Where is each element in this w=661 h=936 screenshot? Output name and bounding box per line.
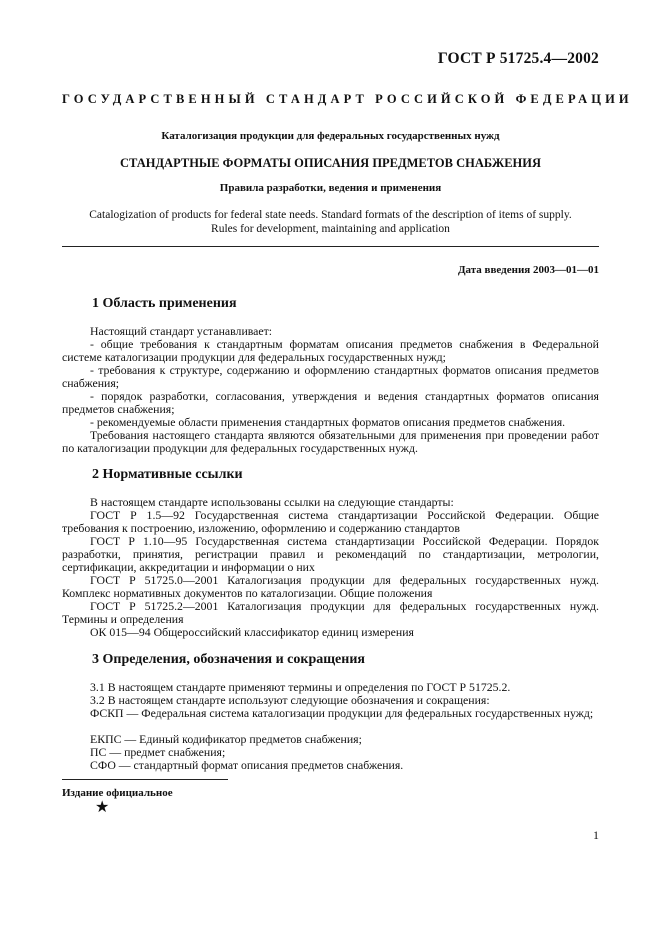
section-1-paragraph: Настоящий стандарт устанавливает:	[90, 324, 273, 338]
abbreviation-item: СФО — стандартный формат описания предметов снабжения.	[90, 758, 404, 772]
title-english-line-2: Rules for development, maintaining and application	[211, 222, 450, 235]
title-english-line-1: Catalogization of products for federal state needs. Standard formats of the description of items of supply.	[89, 209, 572, 221]
section-1-paragraph: - общие требования к стандартным форматам описания предметов снабжения в Федеральной системе каталогизации продукции для федеральных государственных нужд;	[62, 337, 599, 365]
reference-item: ГОСТ Р 51725.2—2001 Каталогизация продукции для федеральных государственных нужд. Термины и определения	[62, 599, 599, 627]
state-standard-title: ГОСУДАРСТВЕННЫЙ СТАНДАРТ РОССИЙСКОЙ ФЕДЕРАЦИИ	[62, 92, 633, 106]
title-divider	[62, 246, 599, 247]
effective-date: Дата введения 2003—01—01	[457, 264, 599, 276]
section-1-paragraph: - рекомендуемые области применения стандартных форматов описания предметов снабжения.	[90, 415, 566, 429]
section-1-heading: 1 Область применения	[92, 296, 237, 311]
section-3-paragraph: 3.1 В настоящем стандарте применяют термины и определения по ГОСТ Р 51725.2.	[90, 680, 511, 694]
abbreviation-item: ЕКПС — Единый кодификатор предметов снабжения;	[90, 732, 362, 746]
page-number: 1	[593, 828, 599, 842]
section-2-paragraph: В настоящем стандарте использованы ссылки на следующие стандарты:	[90, 495, 454, 509]
footer-divider	[62, 779, 228, 780]
section-1-paragraph: Требования настоящего стандарта являются обязательными для применения при проведении работ по каталогизации продукции для федеральных государственных нужд.	[62, 428, 599, 456]
section-2-heading: 2 Нормативные ссылки	[92, 467, 243, 482]
star-icon: ★	[95, 799, 110, 816]
reference-item: ГОСТ Р 1.10—95 Государственная система стандартизации Российской Федерации. Порядок разработки, принятия, регистрации правил и рекомендаций по стандартизации, метрологии, сертификации, аккредитации и информации о них	[62, 534, 599, 575]
abbreviation-item: ПС — предмет снабжения;	[90, 745, 226, 759]
reference-item: ГОСТ Р 1.5—92 Государственная система стандартизации Российской Федерации. Общие требования к построению, изложению, оформлению и содержанию стандартов	[62, 508, 599, 536]
title-english	[62, 209, 599, 236]
document-code: ГОСТ Р 51725.4—2002	[437, 50, 599, 67]
title-subtitle: Правила разработки, ведения и применения	[219, 182, 442, 194]
section-3-heading: 3 Определения, обозначения и сокращения	[92, 652, 365, 667]
section-1-paragraph: - порядок разработки, согласования, утверждения и ведения стандартных форматов описания предметов снабжения;	[62, 389, 599, 417]
section-1-paragraph: - требования к структуре, содержанию и оформлению стандартных форматов описания предметов снабжения;	[62, 363, 599, 391]
reference-item: ГОСТ Р 51725.0—2001 Каталогизация продукции для федеральных государственных нужд. Комплекс нормативных документов по каталогизации. Общие положения	[62, 573, 599, 601]
title-line-1: Каталогизация продукции для федеральных государственных нужд	[161, 130, 500, 142]
abbreviation-item: ФСКП — Федеральная система каталогизации продукции для федеральных государственных нужд;	[90, 706, 594, 720]
section-3-paragraph: 3.2 В настоящем стандарте используют следующие обозначения и сокращения:	[90, 693, 490, 707]
official-edition-label: Издание официальное	[62, 787, 173, 799]
title-main: СТАНДАРТНЫЕ ФОРМАТЫ ОПИСАНИЯ ПРЕДМЕТОВ СНАБЖЕНИЯ	[119, 156, 542, 170]
reference-item: ОК 015—94 Общероссийский классификатор единиц измерения	[90, 625, 414, 639]
